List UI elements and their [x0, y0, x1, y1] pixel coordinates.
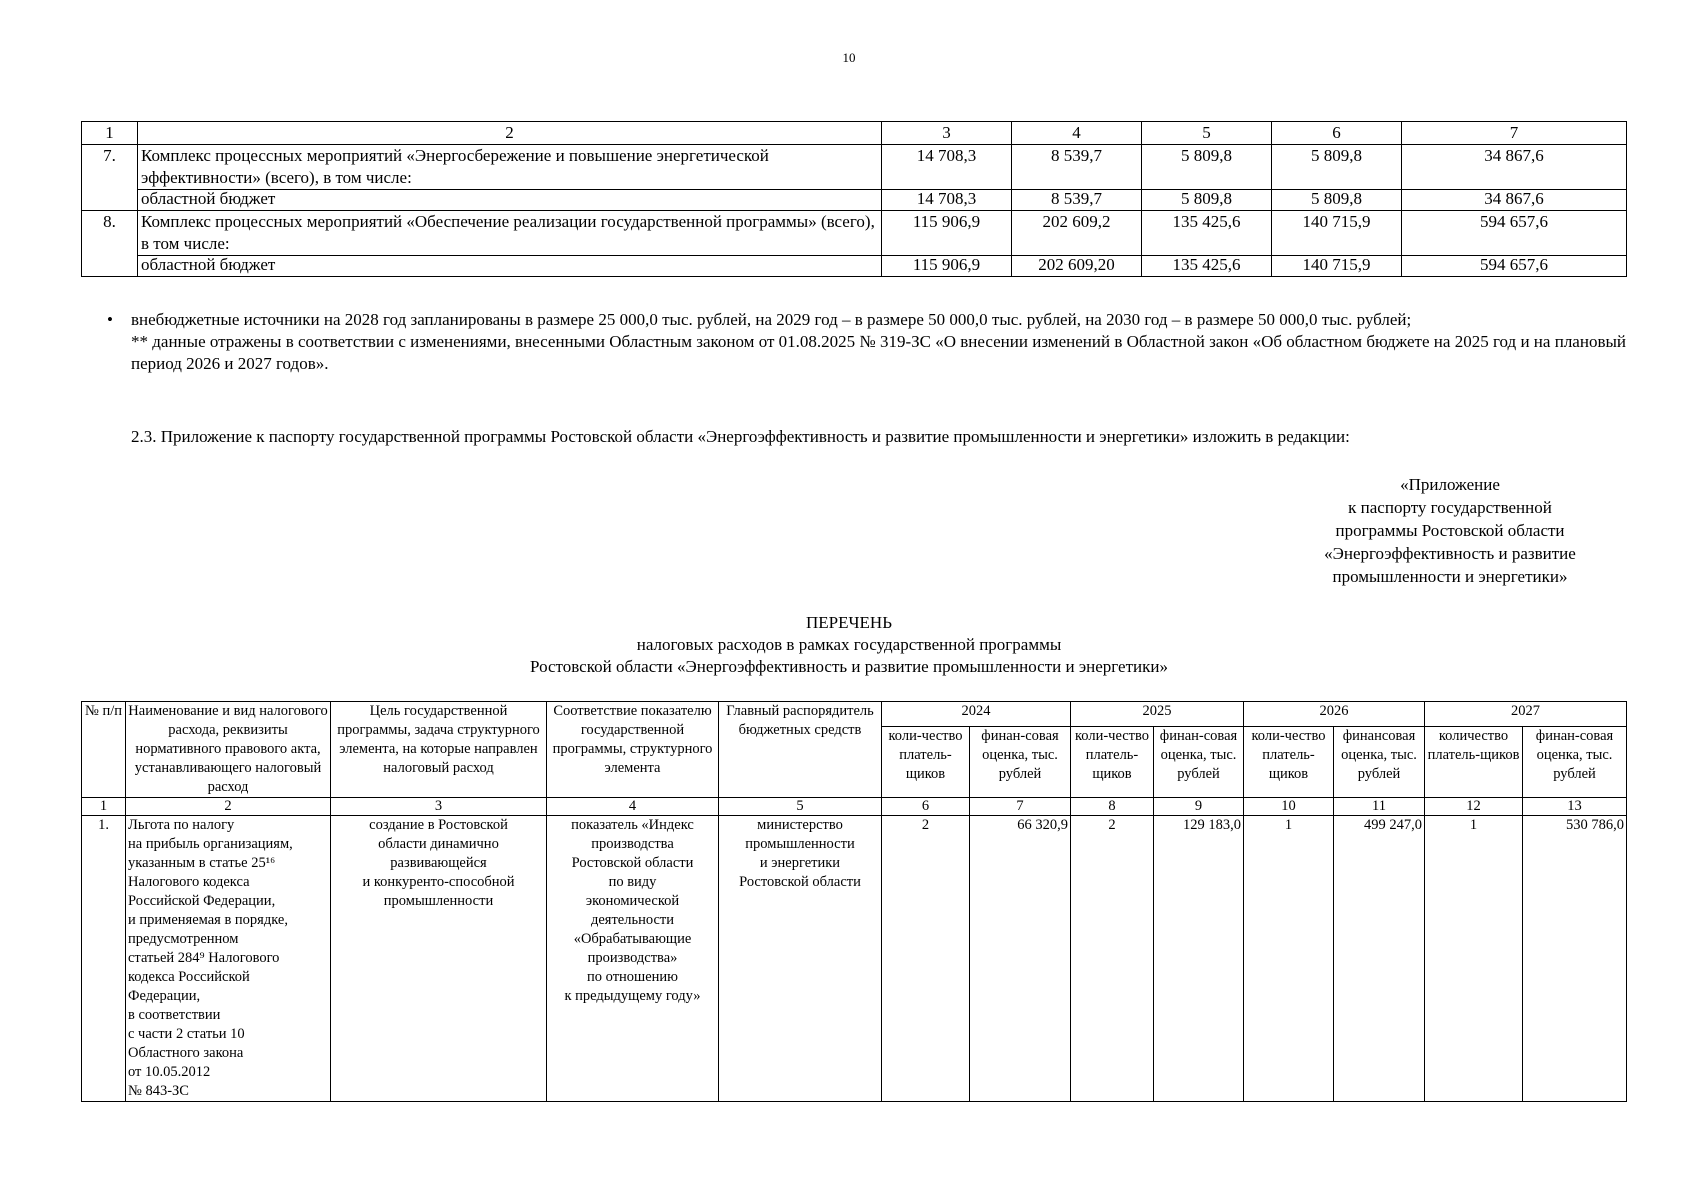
program-indicator: показатель «Индекс производства Ростовской области по виду экономической деятельности «Обрабатывающие производства» по отношению к предыдущему году»	[547, 816, 719, 1102]
col-subheader: финансовая оценка, тыс. рублей	[1334, 726, 1425, 797]
row-number: 7.	[82, 145, 138, 211]
table-header-row	[82, 122, 1627, 145]
col-header-year: 2026	[1244, 702, 1425, 727]
col-header: 3	[882, 122, 1012, 145]
cell-value: 14 708,3	[882, 190, 1012, 211]
col-index: 10	[1244, 798, 1334, 816]
col-header-num: № п/п	[82, 702, 126, 798]
row-sublabel: областной бюджет	[138, 256, 882, 277]
cell-value: 34 867,6	[1402, 145, 1627, 190]
program-goal: создание в Ростовской области динамично развивающейся и конкуренто-способной промышленности	[331, 816, 547, 1102]
table-header-row	[82, 702, 1627, 727]
cell-value: 135 425,6	[1142, 256, 1272, 277]
appendix-line: «Приложение	[1400, 475, 1500, 494]
heading-line: Ростовской области «Энергоэффективность и развитие промышленности и энергетики»	[530, 657, 1168, 676]
col-subheader: финан-совая оценка, тыс. рублей	[1154, 726, 1244, 797]
tax-expenditure-name: Льгота по налогу на прибыль организациям, указанным в статье 25¹⁶ Налогового кодекса Российской Федерации, и применяемая в порядке, предусмотренном статьей 284⁹ Налогового кодекса Российской Федерации, в соответствии с части 2 статьи 10 Областного закона от 10.05.2012 № 843-ЗС	[126, 816, 331, 1102]
col-subheader: коли-чество платель-щиков	[1071, 726, 1154, 797]
col-header-indicator: Соответствие показателю государственной программы, структурного элемента	[547, 702, 719, 798]
col-header-goal: Цель государственной программы, задача структурного элемента, на которые направлен налоговый расход	[331, 702, 547, 798]
page-number: 10	[842, 50, 856, 65]
col-index: 2	[126, 798, 331, 816]
cell-value: 8 539,7	[1012, 145, 1142, 190]
col-header-year: 2027	[1425, 702, 1627, 727]
col-index: 6	[882, 798, 970, 816]
col-index: 5	[719, 798, 882, 816]
cell-value: 2	[882, 816, 970, 1102]
tax-expenditure-table	[81, 701, 1627, 1102]
col-index: 12	[1425, 798, 1523, 816]
list-heading	[0, 612, 1698, 678]
cell-value: 499 247,0	[1334, 816, 1425, 1102]
col-header-year: 2025	[1071, 702, 1244, 727]
col-subheader: финан-совая оценка, тыс. рублей	[1523, 726, 1627, 797]
funding-table	[81, 121, 1627, 277]
row-title: Комплекс процессных мероприятий «Обеспечение реализации государственной программы» (всего), в том числе:	[138, 211, 882, 256]
col-index: 7	[970, 798, 1071, 816]
row-number: 8.	[82, 211, 138, 277]
cell-value: 202 609,20	[1012, 256, 1142, 277]
col-index: 3	[331, 798, 547, 816]
cell-value: 2	[1071, 816, 1154, 1102]
cell-value: 140 715,9	[1272, 211, 1402, 256]
table-subrow	[82, 190, 1627, 211]
row-number: 1.	[82, 816, 126, 1102]
col-index: 1	[82, 798, 126, 816]
col-header: 6	[1272, 122, 1402, 145]
cell-value: 5 809,8	[1272, 190, 1402, 211]
appendix-line: промышленности и энергетики»	[1332, 567, 1568, 586]
row-title: Комплекс процессных мероприятий «Энергосбережение и повышение энергетической эффективности» (всего), в том числе:	[138, 145, 882, 190]
col-header: 7	[1402, 122, 1627, 145]
cell-value: 5 809,8	[1142, 145, 1272, 190]
col-header-manager: Главный распорядитель бюджетных средств	[719, 702, 882, 798]
col-subheader: коли-чество платель-щиков	[1244, 726, 1334, 797]
cell-value: 129 183,0	[1154, 816, 1244, 1102]
cell-value: 5 809,8	[1272, 145, 1402, 190]
cell-value: 1	[1244, 816, 1334, 1102]
col-index: 4	[547, 798, 719, 816]
appendix-line: к паспорту государственной	[1348, 498, 1552, 517]
col-subheader: финан-совая оценка, тыс. рублей	[970, 726, 1071, 797]
cell-value: 140 715,9	[1272, 256, 1402, 277]
cell-value: 115 906,9	[882, 256, 1012, 277]
col-header: 4	[1012, 122, 1142, 145]
col-header: 2	[138, 122, 882, 145]
cell-value: 594 657,6	[1402, 211, 1627, 256]
cell-value: 5 809,8	[1142, 190, 1272, 211]
col-subheader: количество платель-щиков	[1425, 726, 1523, 797]
cell-value: 115 906,9	[882, 211, 1012, 256]
col-index: 9	[1154, 798, 1244, 816]
appendix-line: «Энергоэффективность и развитие	[1324, 544, 1576, 563]
budget-manager: министерство промышленности и энергетики Ростовской области	[719, 816, 882, 1102]
column-index-row	[82, 798, 1627, 816]
heading-title: ПЕРЕЧЕНЬ	[806, 613, 892, 632]
heading-line: налоговых расходов в рамках государственной программы	[636, 635, 1062, 654]
cell-value: 14 708,3	[882, 145, 1012, 190]
cell-value: 530 786,0	[1523, 816, 1627, 1102]
paragraph-2-3: 2.3. Приложение к паспорту государственной программы Ростовской области «Энергоэффективность и развитие промышленности и энергетики» изложить в редакции:	[131, 427, 1350, 446]
appendix-caption	[1270, 473, 1630, 588]
cell-value: 1	[1425, 816, 1523, 1102]
col-index: 11	[1334, 798, 1425, 816]
cell-value: 66 320,9	[970, 816, 1071, 1102]
footnote: ** данные отражены в соответствии с изменениями, внесенными Областным законом от 01.08.2025 № 319-ЗС «О внесении изменений в Областной закон «Об областном бюджете на 2025 год и на плановый период 2026 и 2027 годов».	[131, 332, 1626, 373]
cell-value: 135 425,6	[1142, 211, 1272, 256]
col-index: 8	[1071, 798, 1154, 816]
col-header-year: 2024	[882, 702, 1071, 727]
table-row	[82, 816, 1627, 1102]
bullet-icon: •	[107, 310, 113, 329]
col-header: 1	[82, 122, 138, 145]
col-index: 13	[1523, 798, 1627, 816]
cell-value: 202 609,2	[1012, 211, 1142, 256]
cell-value: 8 539,7	[1012, 190, 1142, 211]
notes	[107, 309, 1626, 375]
cell-value: 34 867,6	[1402, 190, 1627, 211]
appendix-line: программы Ростовской области	[1335, 521, 1565, 540]
table-row	[82, 145, 1627, 190]
bullet-note	[107, 309, 1626, 331]
bullet-text: внебюджетные источники на 2028 год запланированы в размере 25 000,0 тыс. рублей, на 2029 год – в размере 50 000,0 тыс. рублей, на 2030 год – в размере 50 000,0 тыс. рублей;	[131, 310, 1412, 329]
cell-value: 594 657,6	[1402, 256, 1627, 277]
table-row	[82, 211, 1627, 256]
table-subrow	[82, 256, 1627, 277]
col-header: 5	[1142, 122, 1272, 145]
col-subheader: коли-чество платель-щиков	[882, 726, 970, 797]
row-sublabel: областной бюджет	[138, 190, 882, 211]
col-header-name: Наименование и вид налогового расхода, реквизиты нормативного правового акта, устанавливающего налоговый расход	[126, 702, 331, 798]
